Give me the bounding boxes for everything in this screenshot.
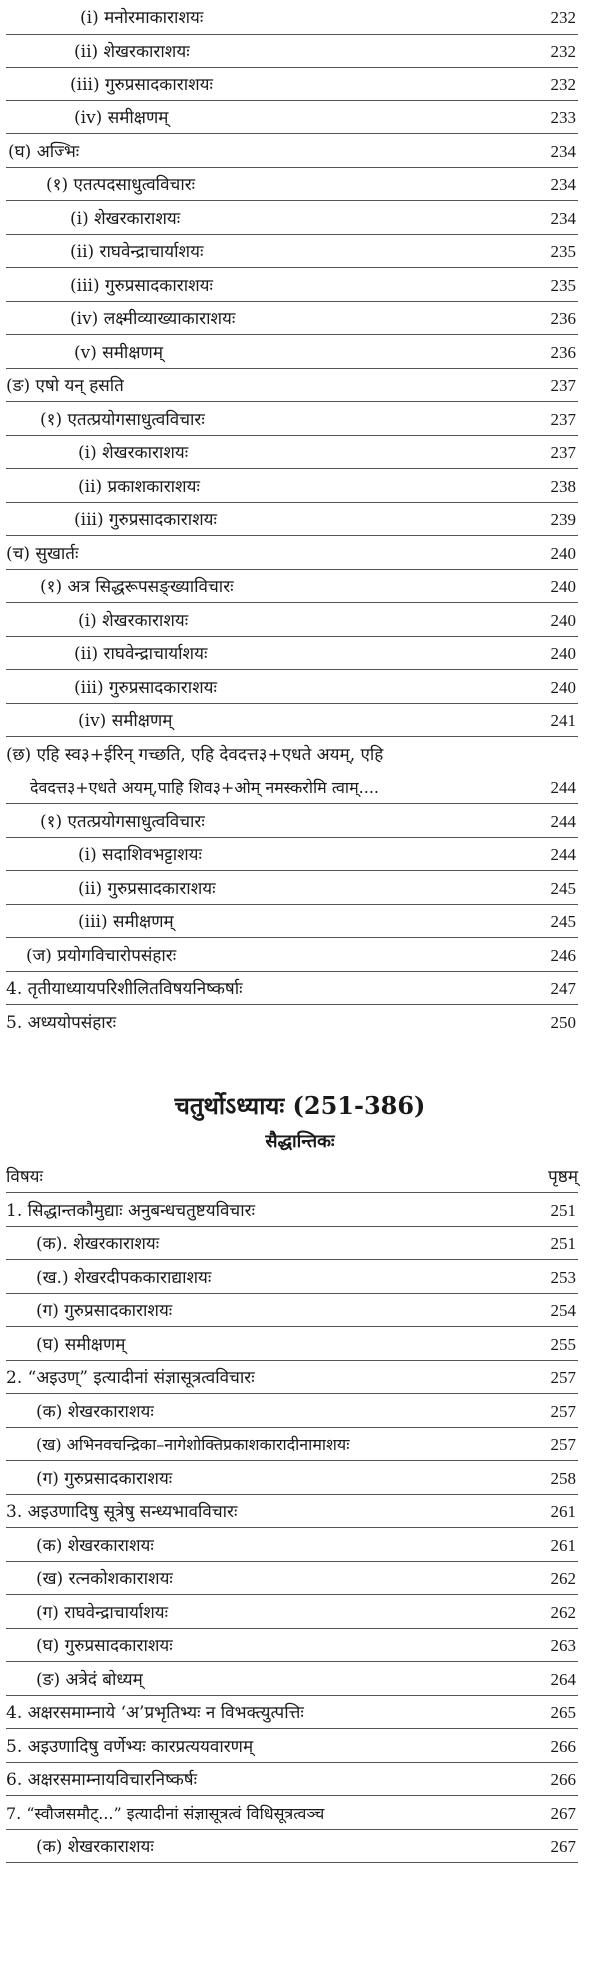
row-divider	[6, 502, 578, 503]
row-divider	[6, 703, 578, 704]
row-divider	[6, 1004, 578, 1005]
toc-entry-label: (१) एतत्प्रयोगसाधुत्वविचारः	[40, 812, 205, 832]
toc-entry-page: 244	[550, 845, 576, 864]
row-divider	[6, 669, 578, 670]
toc-entry-label: (१) एतत्प्रयोगसाधुत्वविचारः	[40, 410, 205, 430]
toc-entry-page: 244	[550, 812, 576, 831]
toc-row	[0, 1296, 600, 1326]
chapter-title: चतुर्थोऽध्यायः (251-386)	[174, 1091, 426, 1120]
toc-entry-label: (ग) राघवेन्द्राचार्याशयः	[36, 1603, 169, 1623]
toc-entry-page: 265	[550, 1703, 576, 1722]
toc-row	[0, 1464, 600, 1494]
toc-row	[0, 304, 600, 334]
toc-entry-page: 258	[550, 1469, 576, 1488]
row-divider	[6, 1259, 578, 1260]
toc-row	[0, 505, 600, 535]
toc-entry-page: 247	[550, 979, 576, 998]
toc-entry-label: (घ) समीक्षणम्	[36, 1335, 126, 1355]
toc-row	[0, 1832, 600, 1862]
toc-entry-label: (v) समीक्षणम्	[74, 343, 163, 363]
row-divider	[6, 1293, 578, 1294]
row-divider	[6, 34, 578, 35]
toc-entry-label: (iii) गुरुप्रसादकाराशयः	[74, 678, 217, 698]
chapter-subtitle: सैद्धान्तिकः	[265, 1131, 335, 1152]
toc-entry-label: 4. तृतीयाध्यायपरिशीलितविषयनिष्कर्षाः	[6, 979, 243, 999]
toc-entry-label: (ii) गुरुप्रसादकाराशयः	[78, 879, 216, 899]
toc-entry-label: (ग) गुरुप्रसादकाराशयः	[36, 1469, 173, 1489]
toc-row	[0, 606, 600, 636]
toc-entry-label: (iv) लक्ष्मीव्याख्याकाराशयः	[70, 309, 236, 329]
row-divider	[6, 1661, 578, 1662]
row-divider	[6, 1427, 578, 1428]
row-divider	[6, 100, 578, 101]
toc-entry-label: (ii) शेखरकाराशयः	[74, 42, 190, 62]
row-divider	[6, 1192, 578, 1193]
row-divider	[6, 1527, 578, 1528]
toc-entry-page: 261	[550, 1502, 576, 1521]
row-divider	[6, 971, 578, 972]
toc-entry-page: 235	[550, 242, 576, 261]
row-divider	[6, 167, 578, 168]
toc-entry-page: 262	[550, 1569, 576, 1588]
toc-entry-label: (ख) रत्नकोशकाराशयः	[36, 1569, 173, 1589]
toc-entry-page: 245	[550, 912, 576, 931]
row-divider	[6, 1594, 578, 1595]
toc-entry-page: 240	[550, 611, 576, 630]
toc-entry-page: 255	[550, 1335, 576, 1354]
toc-entry-page: 246	[550, 946, 576, 965]
toc-row	[0, 472, 600, 502]
toc-entry-page: 263	[550, 1636, 576, 1655]
toc-row	[0, 1363, 600, 1393]
toc-row	[0, 840, 600, 870]
row-divider	[6, 1393, 578, 1394]
row-divider	[6, 200, 578, 201]
toc-row	[0, 974, 600, 1004]
toc-entry-label: 6. अक्षरसमाम्नायविचारनिष्कर्षः	[6, 1770, 198, 1790]
toc-entry-page: 257	[550, 1435, 576, 1454]
toc-entry-page: 239	[550, 510, 576, 529]
toc-row	[0, 1564, 600, 1594]
toc-row	[0, 1397, 600, 1427]
row-divider	[6, 937, 578, 938]
toc-row	[0, 438, 600, 468]
toc-entry-label: (क) शेखरकाराशयः	[36, 1402, 154, 1422]
toc-entry-label: (क) शेखरकाराशयः	[36, 1536, 154, 1556]
toc-entry-label: (iii) गुरुप्रसादकाराशयः	[70, 75, 213, 95]
toc-entry-label: (iii) समीक्षणम्	[78, 912, 174, 932]
toc-row	[0, 103, 600, 133]
toc-row	[0, 1263, 600, 1293]
toc-entry-label: (ङ) एषो यन् हसति	[6, 376, 124, 396]
toc-row	[0, 639, 600, 669]
row-divider	[6, 334, 578, 335]
toc-entry-label: (१) अत्र सिद्धरूपसङ्ख्याविचारः	[40, 577, 234, 597]
toc-entry-page: 232	[550, 8, 576, 27]
column-header-page: पृष्ठम्	[548, 1167, 578, 1187]
toc-entry-page: 233	[550, 108, 576, 127]
row-divider	[6, 1494, 578, 1495]
toc-row	[0, 874, 600, 904]
toc-entry-page: 253	[550, 1268, 576, 1287]
toc-entry-page: 257	[550, 1368, 576, 1387]
toc-row	[0, 1430, 600, 1460]
toc-row	[0, 3, 600, 33]
row-divider	[6, 1862, 578, 1863]
row-divider	[6, 234, 578, 235]
toc-entry-label: (ii) प्रकाशकाराशयः	[78, 477, 200, 497]
toc-entry-label: (i) मनोरमाकाराशयः	[80, 8, 204, 28]
row-divider	[6, 267, 578, 268]
toc-row	[0, 1497, 600, 1527]
row-divider	[6, 301, 578, 302]
toc-entry-label: (क). शेखरकाराशयः	[36, 1234, 160, 1254]
toc-row	[0, 137, 600, 167]
row-divider	[6, 1762, 578, 1763]
toc-entry-label: (iv) समीक्षणम्	[74, 108, 169, 128]
toc-entry-page: 241	[550, 711, 576, 730]
row-divider	[6, 1360, 578, 1361]
toc-entry-label: (ङ) अत्रेदं बोध्यम्	[36, 1670, 143, 1690]
toc-row	[0, 1531, 600, 1561]
toc-entry-page: 240	[550, 678, 576, 697]
toc-entry-label: 1. सिद्धान्तकौमुद्याः अनुबन्धचतुष्टयविचारः	[6, 1201, 256, 1221]
toc-entry-page: 262	[550, 1603, 576, 1622]
toc-entry-page: 264	[550, 1670, 576, 1689]
toc-entry-label: 5. अध्ययोपसंहारः	[6, 1013, 117, 1033]
toc-entry-label: (ख.) शेखरदीपककाराद्याशयः	[36, 1268, 212, 1288]
row-divider	[6, 870, 578, 871]
toc-entry-page: 267	[550, 1837, 576, 1856]
row-divider	[6, 904, 578, 905]
toc-entry-page: 254	[550, 1301, 576, 1320]
toc-entry-label: 7. “स्वौजसमौट्...” इत्यादीनां संज्ञासूत्रत्वं विधिसूत्रत्वञ्च	[6, 1804, 325, 1823]
toc-entry-label: (घ) गुरुप्रसादकाराशयः	[36, 1636, 173, 1656]
row-divider	[6, 602, 578, 603]
toc-row	[0, 1799, 600, 1829]
toc-row	[0, 1008, 600, 1038]
row-divider	[6, 435, 578, 436]
toc-row	[0, 70, 600, 100]
toc-row	[0, 941, 600, 971]
toc-entry-page: 244	[550, 778, 576, 797]
toc-entry-label: (छ) एहि स्व३+ईरिन् गच्छति, एहि देवदत्त३+एधते अयम्, एहि	[6, 745, 384, 765]
row-divider	[6, 1728, 578, 1729]
toc-entry-page: 240	[550, 544, 576, 563]
toc-row	[0, 271, 600, 301]
toc-row	[0, 773, 600, 803]
column-header-subject: विषयः	[6, 1167, 43, 1187]
toc-entry-page: 250	[550, 1013, 576, 1032]
toc-entry-label: 4. अक्षरसमाम्नाये ‘अ’प्रभृतिभ्यः न विभक्त्युत्पत्तिः	[6, 1703, 304, 1723]
toc-entry-page: 237	[550, 410, 576, 429]
toc-row	[0, 907, 600, 937]
toc-entry-label: (iii) गुरुप्रसादकाराशयः	[74, 510, 217, 530]
toc-entry-label: (ग) गुरुप्रसादकाराशयः	[36, 1301, 173, 1321]
toc-entry-page: 238	[550, 477, 576, 496]
toc-entry-page: 234	[550, 175, 576, 194]
toc-entry-page: 245	[550, 879, 576, 898]
toc-entry-page: 237	[550, 376, 576, 395]
row-divider	[6, 401, 578, 402]
toc-entry-page: 240	[550, 577, 576, 596]
toc-entry-label: 2. “अइउण्” इत्यादीनां संज्ञासूत्रत्वविचारः	[6, 1368, 255, 1388]
toc-row	[0, 807, 600, 837]
toc-row	[0, 572, 600, 602]
toc-entry-label: 3. अइउणादिषु सूत्रेषु सन्ध्यभावविचारः	[6, 1502, 238, 1522]
toc-entry-label: (i) सदाशिवभट्टाशयः	[78, 845, 202, 865]
row-divider	[6, 1460, 578, 1461]
toc-row	[0, 405, 600, 435]
row-divider	[6, 636, 578, 637]
row-divider	[6, 803, 578, 804]
row-divider	[6, 1226, 578, 1227]
toc-row	[0, 1598, 600, 1628]
toc-row	[0, 706, 600, 736]
row-divider	[6, 736, 578, 737]
toc-entry-page: 251	[550, 1234, 576, 1253]
column-header-row	[0, 1162, 600, 1192]
toc-row	[0, 1665, 600, 1695]
toc-row	[0, 237, 600, 267]
toc-row	[0, 539, 600, 569]
toc-entry-page: 236	[550, 309, 576, 328]
toc-row	[0, 740, 600, 770]
row-divider	[6, 1795, 578, 1796]
row-divider	[6, 133, 578, 134]
toc-entry-page: 266	[550, 1737, 576, 1756]
row-divider	[6, 67, 578, 68]
toc-entry-page: 237	[550, 443, 576, 462]
row-divider	[6, 468, 578, 469]
toc-row	[0, 1330, 600, 1360]
toc-row	[0, 204, 600, 234]
toc-row	[0, 37, 600, 67]
toc-entry-label: 5. अइउणादिषु वर्णेभ्यः कारप्रत्ययवारणम्	[6, 1737, 254, 1757]
toc-entry-label: (ज) प्रयोगविचारोपसंहारः	[26, 946, 177, 966]
toc-row	[0, 371, 600, 401]
row-divider	[6, 1561, 578, 1562]
toc-entry-label: देवदत्त३+एधते अयम्,पाहि शिव३+ओम् नमस्करोमि त्वाम्....	[30, 778, 379, 797]
toc-entry-label: (ii) राघवेन्द्राचार्याशयः	[70, 242, 204, 262]
row-divider	[6, 1829, 578, 1830]
toc-entry-label: (क) शेखरकाराशयः	[36, 1837, 154, 1857]
toc-entry-label: (i) शेखरकाराशयः	[78, 611, 189, 631]
toc-entry-label: (च) सुखार्तः	[6, 544, 79, 564]
toc-row	[0, 338, 600, 368]
toc-entry-page: 261	[550, 1536, 576, 1555]
row-divider	[6, 1695, 578, 1696]
toc-row	[0, 1196, 600, 1226]
toc-row	[0, 673, 600, 703]
row-divider	[6, 569, 578, 570]
toc-row	[0, 1732, 600, 1762]
row-divider	[6, 1326, 578, 1327]
toc-entry-label: (i) शेखरकाराशयः	[70, 209, 181, 229]
toc-entry-label: (iv) समीक्षणम्	[78, 711, 173, 731]
toc-entry-page: 234	[550, 209, 576, 228]
toc-entry-label: (ख) अभिनवचन्द्रिका–नागेशोक्तिप्रकाशकारादीनामाशयः	[36, 1435, 350, 1454]
toc-entry-page: 232	[550, 75, 576, 94]
toc-row	[0, 170, 600, 200]
toc-entry-label: (i) शेखरकाराशयः	[78, 443, 189, 463]
toc-entry-label: (घ) अज्भिः	[8, 142, 80, 162]
toc-entry-page: 240	[550, 644, 576, 663]
toc-entry-page: 235	[550, 276, 576, 295]
toc-entry-label: (१) एतत्पदसाधुत्वविचारः	[46, 175, 196, 195]
row-divider	[6, 368, 578, 369]
toc-entry-page: 267	[550, 1804, 576, 1823]
toc-entry-label: (ii) राघवेन्द्राचार्याशयः	[74, 644, 208, 664]
toc-entry-page: 234	[550, 142, 576, 161]
row-divider	[6, 837, 578, 838]
toc-entry-page: 236	[550, 343, 576, 362]
toc-row	[0, 1631, 600, 1661]
toc-entry-page: 251	[550, 1201, 576, 1220]
toc-row	[0, 1698, 600, 1728]
toc-entry-page: 232	[550, 42, 576, 61]
row-divider	[6, 1628, 578, 1629]
toc-row	[0, 1765, 600, 1795]
toc-row	[0, 1229, 600, 1259]
toc-entry-label: (iii) गुरुप्रसादकाराशयः	[70, 276, 213, 296]
toc-entry-page: 266	[550, 1770, 576, 1789]
toc-entry-page: 257	[550, 1402, 576, 1421]
row-divider	[6, 535, 578, 536]
